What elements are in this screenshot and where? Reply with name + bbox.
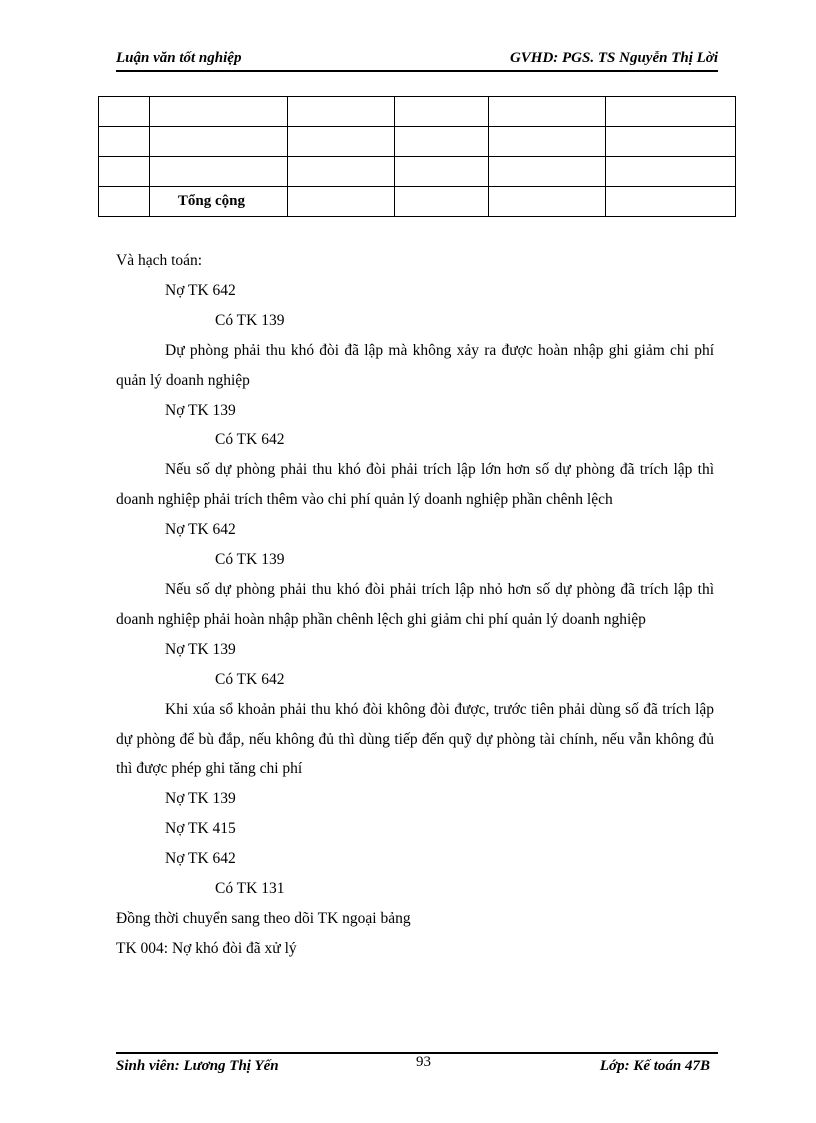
header-advisor: GVHD: PGS. TS Nguyễn Thị Lời	[509, 50, 718, 66]
journal-credit-line: Có TK 642	[215, 431, 285, 449]
footer-student: Sinh viên: Lương Thị Yến	[116, 1058, 279, 1074]
table-total-row	[99, 187, 736, 217]
body-paragraph: Và hạch toán:	[116, 252, 203, 269]
journal-debit-line: Nợ TK 139	[165, 401, 236, 419]
page-header	[116, 50, 718, 72]
journal-credit-line: Có TK 131	[215, 880, 285, 898]
journal-credit-line: Có TK 642	[215, 670, 285, 688]
body-paragraph: TK 004: Nợ khó đòi đã xử lý	[116, 939, 297, 957]
footer-class: Lớp: Kế toán 47B	[599, 1058, 710, 1074]
page-footer	[116, 1052, 718, 1078]
journal-credit-line: Có TK 139	[215, 551, 285, 569]
body-paragraph: Khi xúa sổ khoản phải thu khó đòi không đòi được, trước tiên phải dùng số đã trích lập dự phòng để bù đắp, nếu không đủ thì dùng tiếp đến quỹ dự phòng tài chính, nếu vẫn không đủ thì được phép ghi tăng chi phí	[116, 700, 714, 778]
journal-credit-line: Có TK 139	[215, 311, 285, 329]
journal-debit-line: Nợ TK 642	[165, 850, 236, 868]
document-body	[116, 246, 714, 964]
journal-debit-line: Nợ TK 642	[165, 521, 236, 539]
journal-debit-line: Nợ TK 139	[165, 790, 236, 808]
page-number: 93	[416, 1054, 431, 1070]
table-row	[99, 157, 736, 187]
table-row	[99, 97, 736, 127]
body-paragraph: Đồng thời chuyển sang theo dõi TK ngoại bảng	[116, 909, 411, 927]
body-paragraph: Dự phòng phải thu khó đòi đã lập mà không xảy ra được hoàn nhập ghi giảm chi phí quản lý doanh nghiệp	[116, 341, 714, 389]
total-label: Tổng cộng	[149, 187, 287, 217]
summary-table	[98, 96, 736, 217]
body-paragraph: Nếu số dự phòng phải thu khó đòi phải trích lập nhỏ hơn số dự phòng đã trích lập thì doanh nghiệp phải hoàn nhập phần chênh lệch ghi giảm chi phí quản lý doanh nghiệp	[116, 580, 714, 628]
journal-debit-line: Nợ TK 642	[165, 281, 236, 299]
journal-debit-line: Nợ TK 415	[165, 820, 236, 838]
header-title: Luận văn tốt nghiệp	[116, 50, 242, 66]
table-row	[99, 127, 736, 157]
journal-debit-line: Nợ TK 139	[165, 640, 236, 658]
body-paragraph: Nếu số dự phòng phải thu khó đòi phải trích lập lớn hơn số dự phòng đã trích lập thì doanh nghiệp phải trích thêm vào chi phí quản lý doanh nghiệp phần chênh lệch	[116, 461, 714, 509]
